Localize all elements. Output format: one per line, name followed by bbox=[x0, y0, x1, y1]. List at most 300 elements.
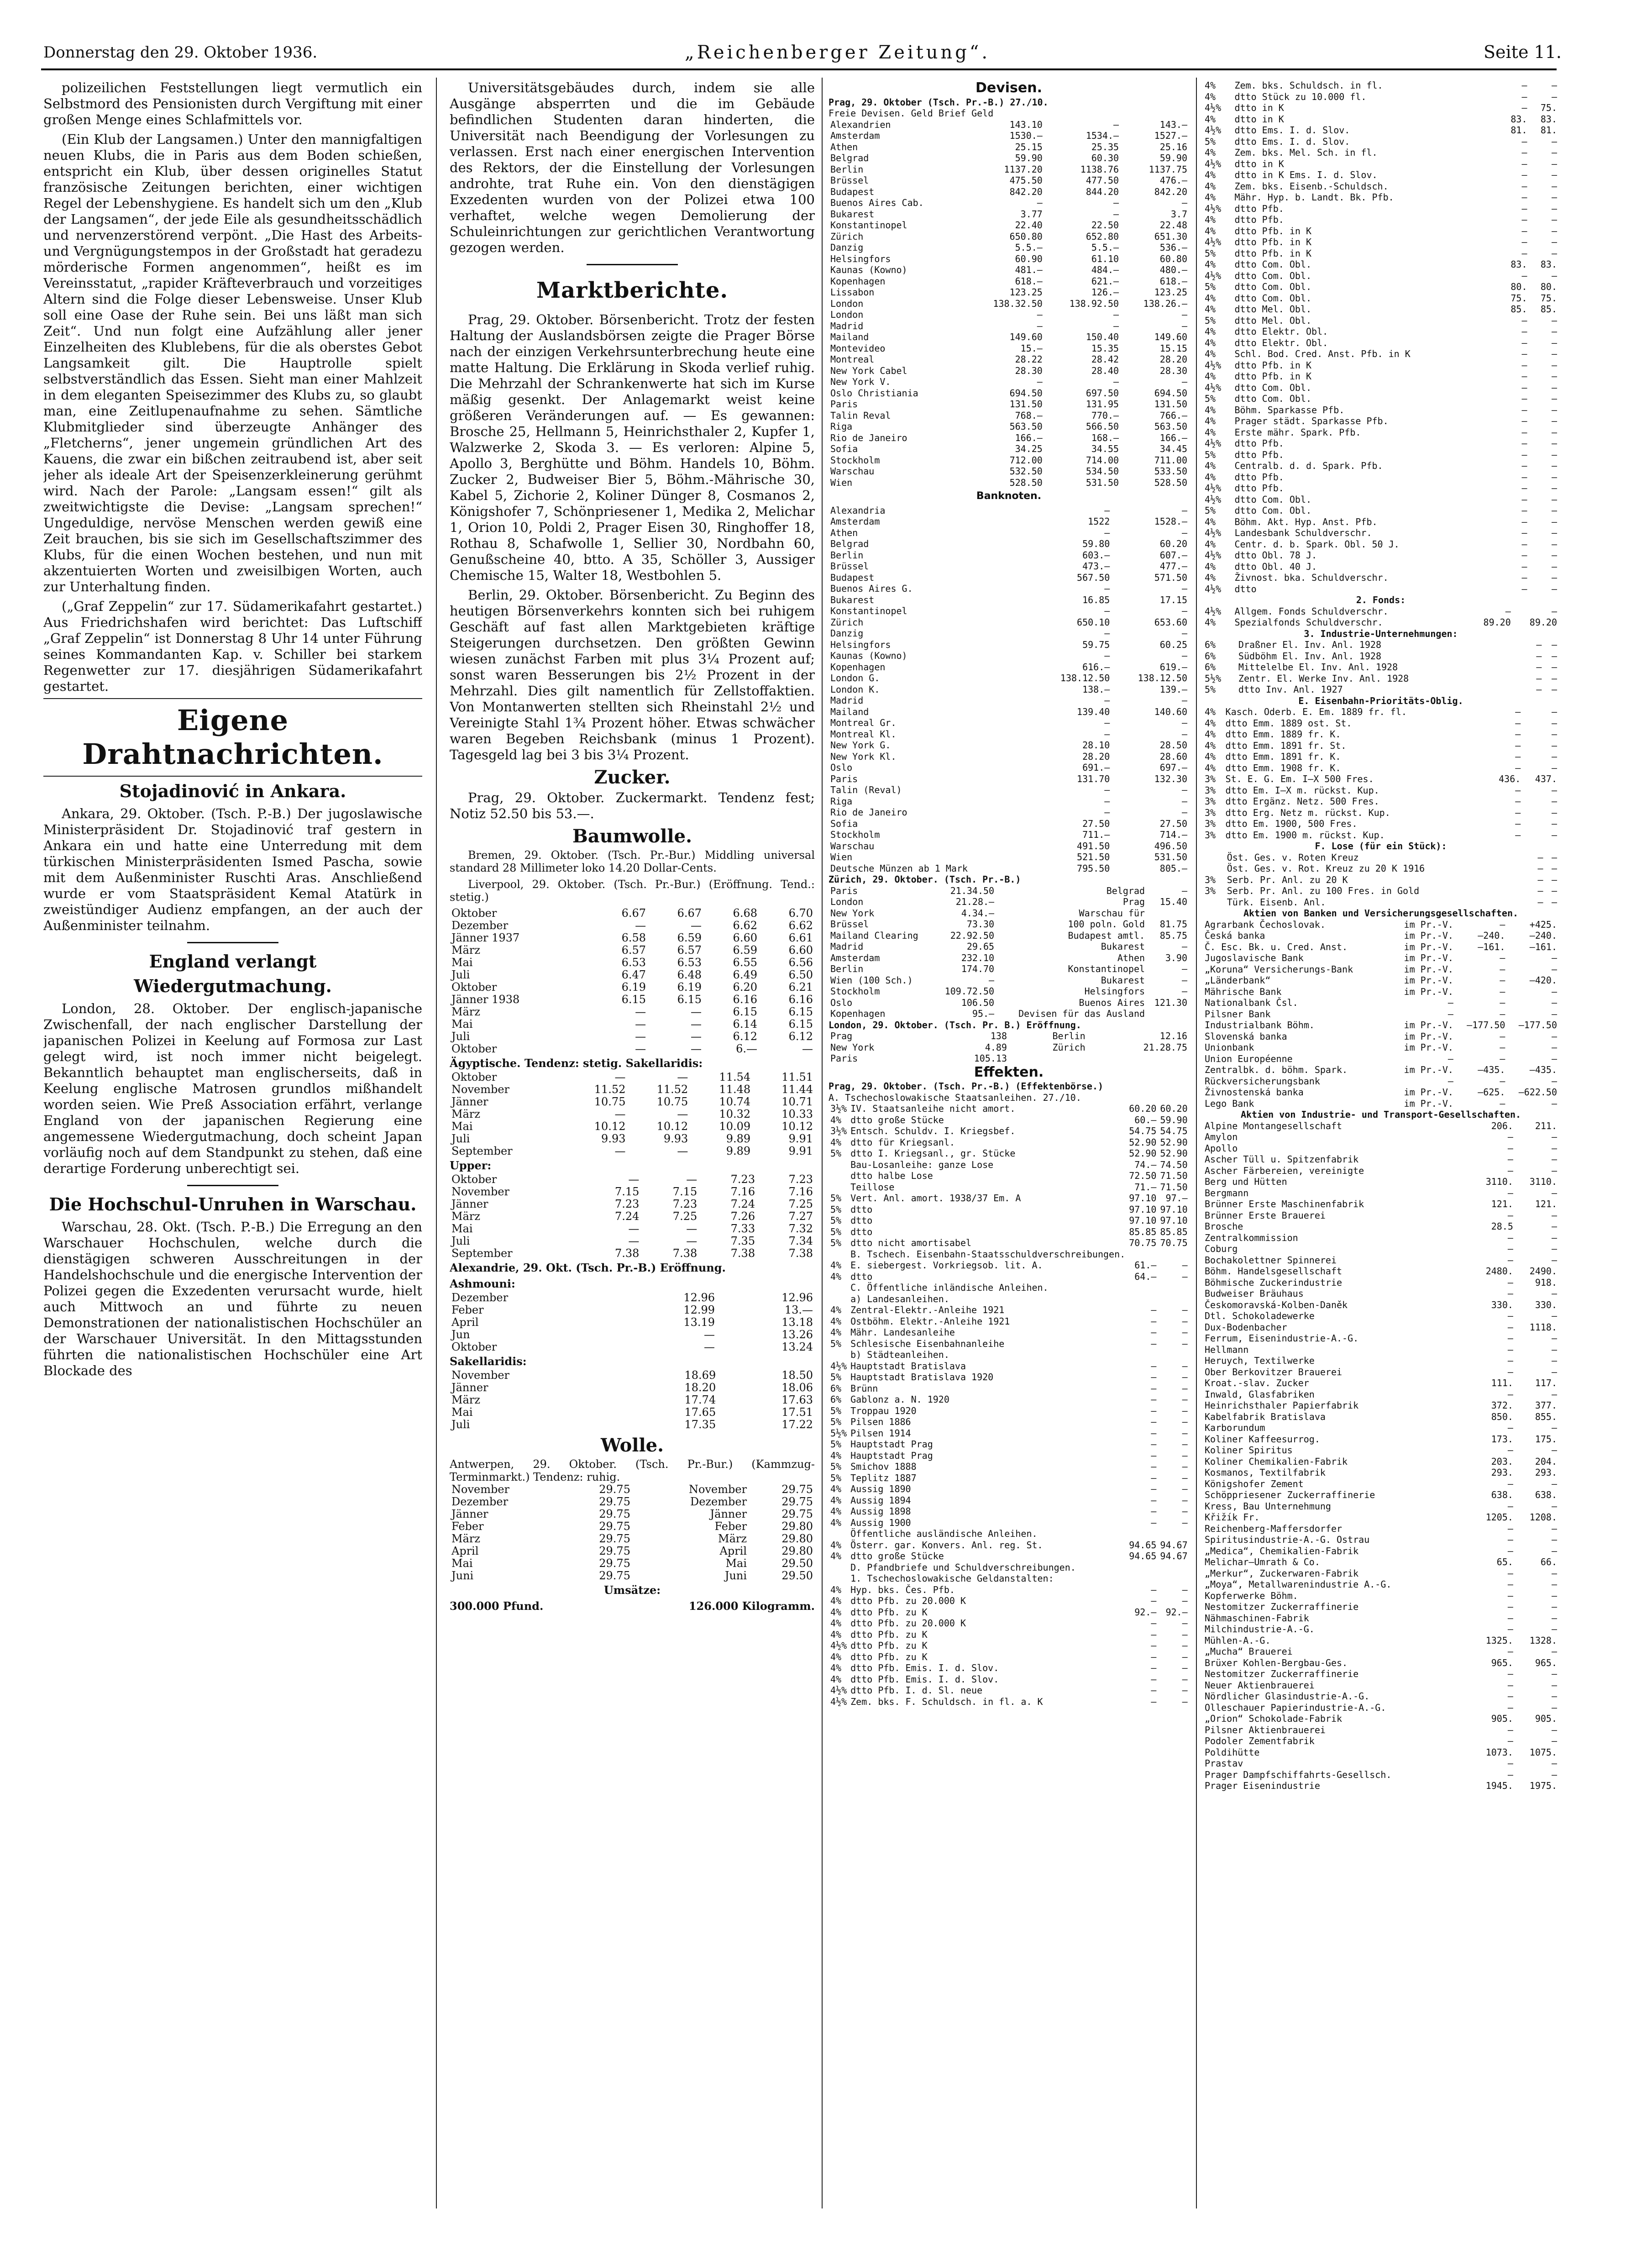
table-cell: — bbox=[1151, 1662, 1157, 1673]
table-row bbox=[1203, 1601, 1559, 1613]
table-cell: — bbox=[1447, 1008, 1453, 1020]
table-row bbox=[1203, 1411, 1559, 1423]
table-row bbox=[829, 1685, 1189, 1696]
table-cell: Riga bbox=[830, 421, 853, 432]
table-cell: — bbox=[1551, 1769, 1557, 1780]
table-cell: 4% bbox=[1205, 404, 1216, 415]
table-cell: 28.20 bbox=[1159, 354, 1187, 365]
table-cell: Türk. Eisenb. Anl. bbox=[1227, 896, 1326, 908]
table-cell: Stockholm bbox=[830, 829, 880, 840]
table-cell: —435. bbox=[1478, 1064, 1505, 1075]
table-cell: 60.30 bbox=[1091, 152, 1119, 163]
table-cell: Českomoravská-Kolben-Daněk bbox=[1205, 1299, 1348, 1310]
table-cell: 18.20 bbox=[684, 1382, 716, 1394]
table-cell: 10.12 bbox=[781, 1120, 813, 1133]
table-caption: Aktien von Banken und Versicherungsgesellschaften. bbox=[1243, 908, 1519, 919]
table-cell: Pilsen 1914 bbox=[850, 1427, 911, 1439]
table-cell: 4% bbox=[1205, 538, 1216, 550]
table-cell: 855. bbox=[1535, 1411, 1557, 1422]
table-cell: — bbox=[1551, 214, 1557, 225]
table-cell: 27.50 bbox=[1082, 818, 1110, 829]
table-cell: 711.— bbox=[1082, 829, 1110, 840]
table-cell: dtto bbox=[850, 1215, 873, 1226]
table-row bbox=[1203, 1657, 1559, 1669]
table-cell: Rio de Janeiro bbox=[830, 807, 907, 818]
table-cell: Paris bbox=[830, 885, 858, 896]
table-cell: 563.50 bbox=[1009, 421, 1043, 432]
table-cell bbox=[1127, 1349, 1158, 1361]
table-cell: 7.33 bbox=[730, 1223, 755, 1235]
table-row bbox=[829, 1472, 1189, 1484]
table-cell: 29.75 bbox=[781, 1508, 813, 1520]
table-row bbox=[829, 466, 1189, 477]
table-row bbox=[450, 1292, 815, 1304]
table-row bbox=[1203, 427, 1559, 438]
table-cell: Athen bbox=[830, 527, 858, 538]
table-cell: 13.— bbox=[784, 1304, 813, 1316]
table-cell: 29.75 bbox=[781, 1483, 813, 1496]
table-cell: 5% bbox=[830, 1416, 842, 1427]
table-cell: 1530.— bbox=[1009, 130, 1043, 141]
table-cell: — bbox=[1551, 1478, 1557, 1489]
table-cell: — bbox=[1507, 1344, 1513, 1355]
table-cell: 11.52 bbox=[656, 1083, 688, 1096]
table-cell: — bbox=[1181, 807, 1187, 818]
table-cell: — bbox=[1507, 1579, 1513, 1590]
table-row bbox=[829, 321, 1189, 332]
table-cell: — bbox=[1551, 516, 1557, 527]
table-cell: — bbox=[1551, 874, 1557, 885]
table-cell: — bbox=[691, 1006, 702, 1018]
table-row bbox=[450, 1406, 815, 1419]
table-row bbox=[829, 717, 1189, 729]
table-cell: — bbox=[1104, 628, 1110, 639]
table-cell: — bbox=[1551, 740, 1557, 751]
table-cell: 6.49 bbox=[733, 969, 757, 981]
table-cell: — bbox=[1551, 180, 1557, 192]
table-cell: Brünner Erste Maschinenfabrik bbox=[1205, 1199, 1364, 1209]
sak-table bbox=[450, 1369, 815, 1431]
section-title: Wolle. bbox=[600, 1435, 664, 1456]
table-caption: A. Tschechoslowakische Staatsanleihen. 27./10. bbox=[829, 1092, 1081, 1103]
table-cell: 3110. bbox=[1485, 1176, 1513, 1187]
table-cell: — bbox=[1551, 1646, 1557, 1657]
table-row bbox=[1203, 1780, 1559, 1792]
table-cell: 3.7 bbox=[1170, 208, 1187, 220]
table-row bbox=[1203, 1747, 1559, 1758]
table-row bbox=[1203, 248, 1559, 259]
table-row bbox=[1203, 941, 1559, 953]
table-cell: — bbox=[628, 1235, 640, 1247]
table-cell: 293. bbox=[1535, 1467, 1557, 1478]
table-cell: — bbox=[1551, 639, 1557, 650]
table-cell: 6.62 bbox=[788, 920, 813, 932]
table-cell: Sofia bbox=[830, 818, 858, 829]
table-cell: im Pr.-V. bbox=[1404, 1098, 1453, 1109]
table-row bbox=[829, 1148, 1189, 1159]
table-cell: 4% bbox=[830, 1584, 842, 1595]
table-row bbox=[450, 1570, 815, 1582]
table-row bbox=[829, 1237, 1189, 1249]
table-cell: 4½% bbox=[1205, 158, 1222, 169]
table-cell: 766.— bbox=[1159, 410, 1187, 421]
table-row bbox=[450, 1508, 815, 1520]
table-cell: 131.95 bbox=[1086, 399, 1119, 410]
ashmouni-table bbox=[450, 1292, 815, 1353]
table-cell: 12.16 bbox=[1159, 1030, 1187, 1041]
table-cell: 9.89 bbox=[726, 1145, 751, 1157]
table-cell: 149.60 bbox=[1009, 331, 1043, 342]
table-cell: 4% bbox=[1205, 471, 1216, 483]
table-cell: Živnost. bka. Schuldverschr. bbox=[1234, 572, 1389, 583]
table-cell: — bbox=[1151, 1673, 1157, 1685]
table-row bbox=[829, 650, 1189, 662]
table-cell: — bbox=[1551, 1758, 1557, 1769]
table-cell bbox=[1203, 863, 1225, 874]
table-cell: dtto Stück zu 10.000 fl. bbox=[1234, 91, 1367, 102]
table-cell: 4% bbox=[830, 1595, 842, 1606]
section-title: Devisen. bbox=[975, 80, 1043, 96]
table-cell: 97.10 bbox=[1129, 1215, 1157, 1226]
table-cell: — bbox=[1182, 1338, 1188, 1349]
table-row bbox=[1203, 1546, 1559, 1557]
table-cell: 29.75 bbox=[599, 1496, 630, 1508]
table-cell: — bbox=[1181, 527, 1187, 538]
table-cell: — bbox=[1182, 1483, 1188, 1494]
table-cell: 4% bbox=[1205, 460, 1216, 471]
table-cell: — bbox=[1551, 952, 1557, 963]
table-cell: 54.75 bbox=[1129, 1125, 1157, 1136]
table-row bbox=[829, 432, 1189, 444]
table-cell: Prager städt. Sparkasse Pfb. bbox=[1234, 415, 1389, 426]
table-cell: — bbox=[1507, 1758, 1513, 1769]
table-cell: 4% bbox=[1205, 259, 1216, 270]
table-cell: — bbox=[1181, 717, 1187, 728]
table-cell: 5% bbox=[830, 1405, 842, 1416]
table-cell: Budweiser Bräuhaus bbox=[1205, 1288, 1304, 1299]
table-cell: — bbox=[1551, 1366, 1557, 1377]
table-cell: Mittelelbe El. Inv. Anl. 1928 bbox=[1238, 662, 1398, 673]
table-row bbox=[829, 119, 1189, 131]
table-cell: 22.92.50 bbox=[950, 930, 995, 941]
table-cell: — bbox=[1104, 695, 1110, 706]
table-cell: 842.20 bbox=[1154, 186, 1187, 197]
table-cell bbox=[1203, 852, 1225, 863]
table-cell: — bbox=[1551, 1310, 1557, 1321]
table-cell: 330. bbox=[1535, 1299, 1557, 1310]
table-cell: 533.50 bbox=[1154, 466, 1187, 477]
table-row bbox=[829, 1008, 1189, 1020]
table-cell: 477.50 bbox=[1086, 175, 1119, 186]
table-cell: 2480. bbox=[1485, 1266, 1513, 1277]
table-cell: 7.34 bbox=[788, 1235, 813, 1247]
table-cell: Kress, Bau Unternehmung bbox=[1205, 1500, 1331, 1512]
table-cell: 126.— bbox=[1091, 287, 1119, 298]
table-cell: 25.35 bbox=[1091, 141, 1119, 152]
table-cell: Helsingfors bbox=[830, 639, 891, 650]
table-cell: — bbox=[1537, 852, 1543, 863]
table-cell bbox=[829, 1282, 849, 1293]
table-row bbox=[829, 919, 1189, 930]
table-cell: 132.30 bbox=[1154, 773, 1187, 784]
table-cell: Bukarest bbox=[1101, 974, 1145, 986]
table-cell: 3% bbox=[1205, 818, 1216, 829]
table-cell: 85.85 bbox=[1129, 1226, 1157, 1237]
table-cell: 372. bbox=[1491, 1400, 1513, 1411]
table-cell: 7.16 bbox=[788, 1186, 813, 1198]
table-cell: 29.50 bbox=[781, 1557, 813, 1570]
table-row bbox=[450, 1341, 815, 1353]
table-row bbox=[1203, 964, 1559, 975]
table-row bbox=[829, 796, 1189, 807]
table-cell: — bbox=[1515, 740, 1521, 751]
table-row bbox=[829, 1103, 1189, 1115]
table-cell: Böhm. Handelsgesellschaft bbox=[1205, 1266, 1343, 1277]
table-cell: — bbox=[1521, 415, 1527, 426]
table-cell: 117. bbox=[1535, 1377, 1557, 1388]
table-cell: — bbox=[1521, 516, 1527, 527]
table-cell: 10.71 bbox=[781, 1096, 813, 1108]
table-cell: 139.40 bbox=[1077, 706, 1110, 717]
table-row bbox=[1203, 897, 1559, 908]
table-cell: 528.50 bbox=[1009, 477, 1043, 488]
table-cell: 7.24 bbox=[730, 1198, 755, 1210]
table-row bbox=[829, 220, 1189, 231]
table-cell: — bbox=[1507, 1612, 1513, 1624]
table-cell: — bbox=[1551, 1042, 1557, 1053]
table-row bbox=[1203, 863, 1559, 874]
table-cell: — bbox=[1551, 1724, 1557, 1735]
table-row bbox=[1203, 1568, 1559, 1579]
table-cell: 5% bbox=[1205, 393, 1216, 404]
table-cell: Dtl. Schokoladewerke bbox=[1205, 1310, 1315, 1321]
table-cell: 4% bbox=[1205, 371, 1216, 382]
table-cell: 714.— bbox=[1159, 829, 1187, 840]
table-cell: 60.20 bbox=[1160, 1103, 1188, 1114]
table-cell: 52.90 bbox=[1129, 1136, 1157, 1148]
table-cell: —177.50 bbox=[1518, 1020, 1557, 1030]
table-cell: — bbox=[1507, 1691, 1513, 1702]
table-row bbox=[1203, 371, 1559, 382]
table-cell: Montreal bbox=[830, 354, 875, 365]
table-cell: Zentr. El. Werke Inv. Anl. 1928 bbox=[1238, 673, 1409, 684]
table-cell: 28.5 bbox=[1491, 1221, 1513, 1232]
table-cell: April bbox=[719, 1545, 747, 1557]
table-cell: „Medica“, Chemikalien-Fabrik bbox=[1205, 1545, 1359, 1556]
table-cell: 15.40 bbox=[1159, 896, 1187, 907]
table-cell: 123.25 bbox=[1009, 287, 1043, 298]
table-cell: 567.50 bbox=[1077, 572, 1110, 583]
table-cell: New York Kl. bbox=[830, 751, 897, 762]
table-cell: dtto Com. Obl. bbox=[1234, 382, 1312, 393]
table-cell: — bbox=[1182, 1360, 1188, 1372]
table-cell: — bbox=[1551, 192, 1557, 203]
table-cell: Jänner bbox=[451, 1508, 488, 1520]
table-cell: — bbox=[686, 1235, 698, 1247]
table-cell: Zentralkommission bbox=[1205, 1232, 1298, 1243]
table-cell: dtto Pfb. bbox=[1234, 483, 1284, 494]
table-cell: 6.62 bbox=[733, 920, 757, 932]
table-cell: — bbox=[1181, 974, 1187, 986]
market-report: Antwerpen, 29. Oktober. (Tsch. Pr.-Bur.) (Kammzug-Terminmarkt.) Tendenz: ruhig. bbox=[450, 1458, 815, 1483]
table-cell: — bbox=[1507, 1567, 1513, 1579]
table-cell: 571.50 bbox=[1154, 572, 1187, 583]
table-cell: — bbox=[1104, 717, 1110, 728]
table-row bbox=[1203, 1467, 1559, 1478]
table-cell: — bbox=[1521, 102, 1527, 113]
table-row bbox=[450, 907, 815, 920]
table-cell: — bbox=[1104, 505, 1110, 516]
table-cell: 139.— bbox=[1159, 683, 1187, 695]
table-cell: — bbox=[1181, 320, 1187, 331]
table-cell: 168.— bbox=[1091, 432, 1119, 443]
table-row bbox=[829, 684, 1189, 695]
table-cell: Union Européenne bbox=[1205, 1053, 1293, 1064]
table-cell: — bbox=[1551, 1030, 1557, 1042]
table-cell: 29.75 bbox=[599, 1533, 630, 1545]
table-row bbox=[1203, 226, 1559, 237]
table-cell: März bbox=[451, 944, 480, 957]
table-cell: — bbox=[1551, 717, 1557, 729]
table-cell: — bbox=[1507, 1545, 1513, 1556]
table-cell: 73.30 bbox=[966, 919, 995, 930]
table-cell: 10.75 bbox=[594, 1096, 626, 1108]
table-cell: — bbox=[1521, 483, 1527, 494]
table-cell bbox=[1147, 908, 1189, 919]
table-cell: — bbox=[1551, 986, 1557, 997]
table-cell: 17.63 bbox=[781, 1394, 813, 1406]
table-cell: Ferrum, Eisenindustrie-A.-G. bbox=[1205, 1333, 1359, 1344]
table-cell: Poldihütte bbox=[1205, 1746, 1260, 1758]
lose-table bbox=[1203, 852, 1559, 908]
table-cell: b) Städteanleihen. bbox=[850, 1349, 949, 1360]
table-cell: 29.75 bbox=[599, 1483, 630, 1496]
table-row bbox=[1203, 315, 1559, 326]
table-cell: Amsterdam bbox=[830, 516, 880, 527]
table-cell: 4% bbox=[830, 1506, 842, 1517]
divider bbox=[587, 264, 678, 265]
table-cell: — bbox=[1507, 1277, 1513, 1288]
table-cell: 6.60 bbox=[788, 944, 813, 957]
table-cell: 496.50 bbox=[1154, 840, 1187, 852]
table-row bbox=[1203, 147, 1559, 158]
table-cell: — bbox=[1515, 818, 1521, 829]
table-cell: 6.57 bbox=[677, 944, 702, 957]
table-cell: 29.75 bbox=[599, 1545, 630, 1557]
divider bbox=[43, 698, 422, 699]
table-cell: Österr. gar. Konvers. Anl. reg. St. bbox=[850, 1539, 1043, 1551]
table-cell: 9.91 bbox=[788, 1133, 813, 1145]
table-cell: — bbox=[1551, 1735, 1557, 1746]
table-cell: — bbox=[1521, 426, 1527, 438]
section-title: Marktberichte. bbox=[536, 278, 729, 303]
table-row bbox=[829, 376, 1189, 388]
table-row bbox=[1203, 1087, 1559, 1098]
table-cell: Bukarest bbox=[1101, 941, 1145, 952]
table-cell: im Pr.-V. bbox=[1404, 941, 1453, 952]
table-cell: 60.20 bbox=[1129, 1103, 1157, 1114]
table-cell: — bbox=[1181, 963, 1187, 974]
table-cell: April bbox=[451, 1545, 479, 1557]
table-row bbox=[1203, 102, 1559, 114]
table-cell: —240. bbox=[1478, 930, 1505, 941]
section-title: Banknoten. bbox=[976, 490, 1042, 502]
table-cell: — bbox=[1151, 1685, 1157, 1696]
table-cell: 70.75 bbox=[1129, 1237, 1157, 1248]
table-row bbox=[1203, 1501, 1559, 1512]
table-cell: — bbox=[1551, 762, 1557, 773]
table-row bbox=[1203, 1333, 1559, 1344]
table-cell: 29.75 bbox=[599, 1557, 630, 1570]
table-cell: Madrid bbox=[830, 320, 864, 331]
table-cell: März bbox=[451, 1533, 480, 1545]
table-cell: — bbox=[1551, 415, 1557, 426]
table-row bbox=[1203, 1031, 1559, 1042]
table-cell: 621.— bbox=[1091, 275, 1119, 287]
table-cell: 29.80 bbox=[781, 1533, 813, 1545]
column-2 bbox=[450, 80, 815, 2208]
table-cell: —240. bbox=[1529, 930, 1557, 941]
table-caption: London, 29. Oktober. (Tsch. Pr. B.) Eröffnung. bbox=[829, 1019, 1081, 1030]
table-cell: 52.90 bbox=[1160, 1148, 1188, 1159]
table-cell: — bbox=[1507, 1534, 1513, 1545]
table-cell: Erste mähr. Spark. Pfb. bbox=[1234, 426, 1361, 438]
table-cell: Belgrad bbox=[1106, 885, 1145, 896]
table-cell: — bbox=[1507, 1366, 1513, 1377]
table-cell: Draßner El. Inv. Anl. 1928 bbox=[1238, 639, 1381, 650]
table-cell: 80. bbox=[1540, 281, 1557, 292]
table-cell: 4½% bbox=[1205, 483, 1222, 494]
table-cell: Prag bbox=[830, 1030, 853, 1041]
table-cell: Reichenberg-Maffersdorfer bbox=[1205, 1523, 1343, 1534]
table-cell: 616.— bbox=[1082, 661, 1110, 673]
table-cell: — bbox=[1037, 320, 1043, 331]
table-cell: 16.85 bbox=[1082, 594, 1110, 605]
table-cell: Bukarest bbox=[830, 208, 875, 220]
table-cell: Koliner Kaffeesurrog. bbox=[1205, 1433, 1320, 1445]
table-row bbox=[829, 1483, 1189, 1495]
table-cell: — bbox=[1551, 315, 1557, 326]
table-cell: Böhmische Zuckerindustrie bbox=[1205, 1277, 1343, 1288]
table-cell: dtto Elektr. Obl. bbox=[1234, 337, 1328, 348]
table-cell: Mailand bbox=[830, 331, 869, 342]
table-cell: 22.50 bbox=[1091, 220, 1119, 231]
table-cell: dtto Pfb. zu K bbox=[850, 1640, 928, 1651]
table-row bbox=[1203, 169, 1559, 181]
table-cell: 4% bbox=[1205, 561, 1216, 572]
table-cell: — bbox=[1151, 1483, 1157, 1494]
table-cell: — bbox=[1537, 896, 1543, 908]
table-cell: 6.19 bbox=[621, 981, 646, 994]
table-row bbox=[1203, 1199, 1559, 1210]
table-cell: — bbox=[1104, 784, 1110, 795]
table-row bbox=[1203, 729, 1559, 740]
table-cell: — bbox=[691, 1030, 702, 1043]
table-cell: 4% bbox=[1205, 292, 1216, 304]
table-cell: Nationalbank Čsl. bbox=[1205, 997, 1298, 1008]
table-row bbox=[1203, 561, 1559, 573]
table-cell: Pilsner Aktienbrauerei bbox=[1205, 1724, 1326, 1735]
table-cell: 7.27 bbox=[788, 1210, 813, 1223]
table-cell: dtto Em. 1900 m. rückst. Kup. bbox=[1225, 829, 1385, 841]
table-cell: 9.93 bbox=[663, 1133, 688, 1145]
table-cell: 166.— bbox=[1159, 432, 1187, 443]
table-cell: — bbox=[1151, 1595, 1157, 1606]
table-cell: 138.26.— bbox=[1143, 298, 1187, 309]
table-subhead: Ashmouni: bbox=[450, 1277, 515, 1290]
table-cell: — bbox=[1104, 527, 1110, 538]
table-cell: — bbox=[1507, 1702, 1513, 1713]
